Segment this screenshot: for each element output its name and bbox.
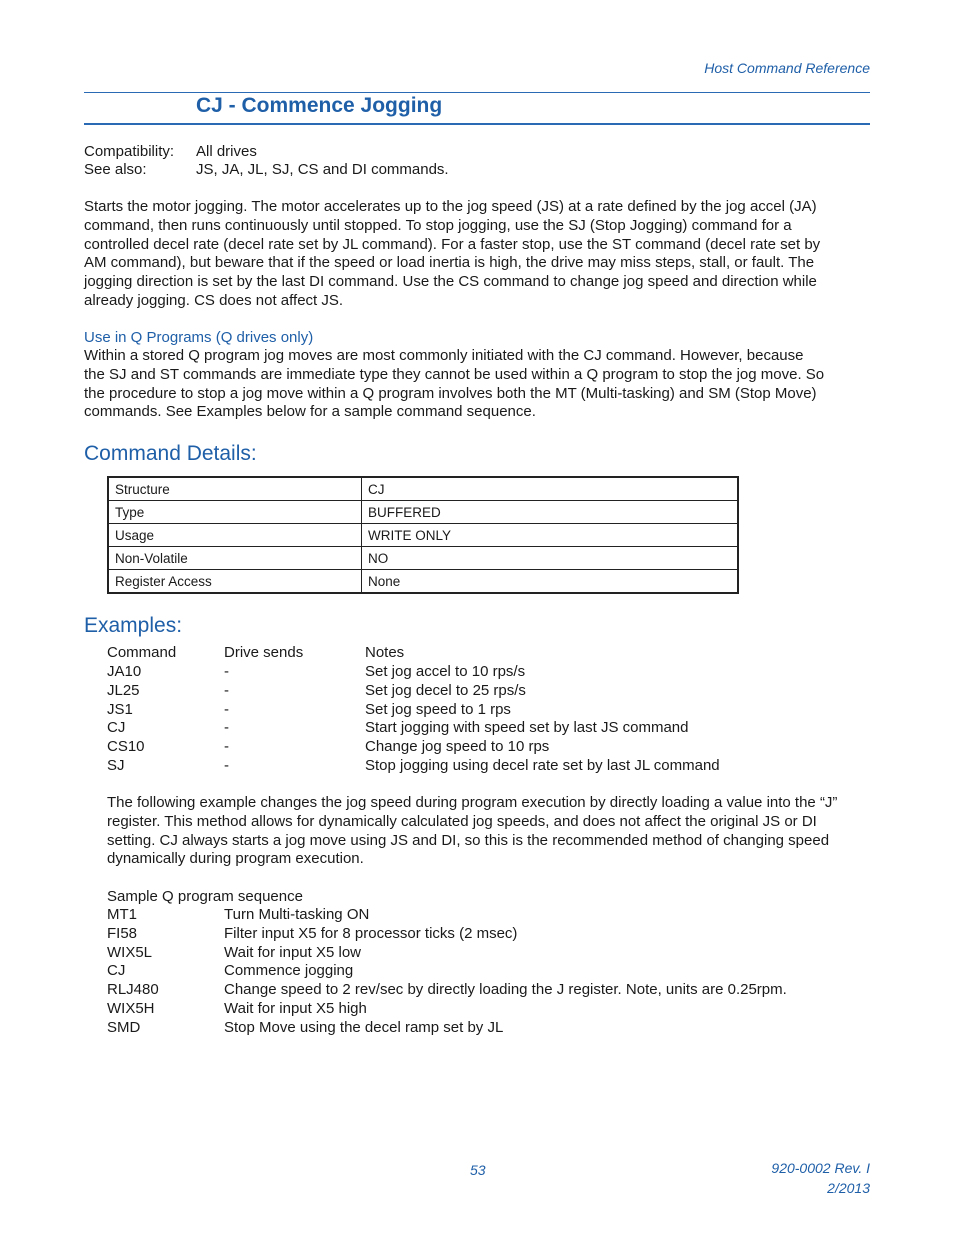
text-line: the SJ and ST commands are immediate type they cannot be used within a Q program to stop the jog move. So [84, 365, 825, 383]
compatibility-block [84, 143, 449, 179]
example-command: JA10 [107, 663, 142, 680]
examples-column-header: Command [107, 644, 177, 661]
example-note: Set jog decel to 25 rps/s [365, 682, 526, 699]
table-row: Type BUFFERED [108, 501, 738, 524]
sample-command: SMD [107, 1019, 141, 1036]
sample-description: Change speed to 2 rev/sec by directly loading the J register. Note, units are 0.25rpm. [224, 981, 787, 998]
example-command: CJ [107, 719, 126, 736]
examples-column-header: Notes [365, 644, 405, 661]
example-note: Change jog speed to 10 rps [365, 738, 550, 755]
doc-number: 920-0002 Rev. I [771, 1160, 870, 1176]
text-line: jogging direction is set by the last DI command. Use the CS command to change jog speed and direction while [84, 273, 817, 291]
q-programs-heading: Use in Q Programs (Q drives only) [84, 329, 314, 346]
example-response: - [224, 663, 229, 680]
examples-column-header: Drive sends [224, 644, 304, 661]
title-rule-top [84, 92, 870, 93]
text-line: commands. See Examples below for a sample command sequence. [84, 403, 536, 421]
example-response: - [224, 738, 229, 755]
intro-paragraph [84, 198, 870, 311]
sample-heading: Sample Q program sequence [107, 888, 303, 905]
example-response: - [224, 682, 229, 699]
example-note: Stop jogging using decel rate set by last JL command [365, 757, 720, 774]
text-line: dynamically during program execution. [107, 850, 364, 868]
title-rule-bottom [84, 123, 870, 125]
text-line: The following example changes the jog speed during program execution by directly loading a value into the “J” [107, 794, 838, 811]
text-line: Within a stored Q program jog moves are most commonly initiated with the CJ command. However, because [84, 347, 804, 364]
page-number: 53 [470, 1162, 486, 1178]
example-note: Set jog speed to 1 rps [365, 701, 511, 718]
sample-command: WIX5H [107, 1000, 155, 1017]
text-line: setting. CJ always starts a jog move using JS and DI, so this is the recommended method of changing speed [107, 831, 830, 849]
sample-description: Wait for input X5 low [224, 944, 361, 961]
text-line: already jogging. CS does not affect JS. [84, 291, 344, 309]
examples-note-paragraph [107, 794, 870, 869]
sample-command: WIX5L [107, 944, 153, 961]
examples-heading: Examples: [84, 614, 183, 637]
q-programs-paragraph [84, 347, 870, 422]
example-note: Start jogging with speed set by last JS command [365, 719, 689, 736]
example-command: SJ [107, 757, 125, 774]
sample-command: RLJ480 [107, 981, 159, 998]
example-response: - [224, 757, 229, 774]
sample-command: MT1 [107, 906, 137, 923]
example-response: - [224, 701, 229, 718]
sample-description: Turn Multi-tasking ON [224, 906, 370, 923]
running-header: Host Command Reference [704, 60, 870, 76]
sample-description: Commence jogging [224, 962, 354, 979]
example-response: - [224, 719, 229, 736]
sample-description: Stop Move using the decel ramp set by JL [224, 1019, 504, 1036]
table-row: Register Access None [108, 570, 738, 594]
document-revision [771, 1158, 870, 1198]
page-title: CJ - Commence Jogging [196, 94, 443, 117]
sample-command: FI58 [107, 925, 138, 942]
text-line: Starts the motor jogging. The motor accelerates up to the jog speed (JS) at a rate defined by the jog accel (JA) [84, 198, 817, 215]
text-line: controlled decel rate (decel rate set by JL command). For a faster stop, use the ST command (decel rate set by [84, 235, 821, 253]
sample-description: Wait for input X5 high [224, 1000, 367, 1017]
text-line: register. This method allows for dynamically calculated jog speeds, and does not affect the original JS or DI [107, 812, 817, 830]
table-row: Non-Volatile NO [108, 547, 738, 570]
doc-date: 2/2013 [827, 1180, 870, 1196]
table-row: Usage WRITE ONLY [108, 524, 738, 547]
sample-command: CJ [107, 962, 126, 979]
example-command: JS1 [107, 701, 133, 718]
sample-description: Filter input X5 for 8 processor ticks (2 msec) [224, 925, 518, 942]
text-line: AM command), but beware that if the speed or load inertia is high, the drive may miss steps, stall, or fault. The [84, 254, 815, 272]
command-details-heading: Command Details: [84, 442, 257, 465]
text-line: command, then runs continuously until stopped. To stop jogging, use the SJ (Stop Jogging) command for a [84, 216, 792, 234]
text-line: the procedure to stop a jog move within a Q program involves both the MT (Multi-tasking) and SM (Stop Move) [84, 384, 817, 402]
example-command: JL25 [107, 682, 140, 699]
table-row: Structure CJ [108, 477, 738, 501]
meta-row: See also: JS, JA, JL, SJ, CS and DI commands. [84, 161, 449, 178]
meta-row: Compatibility: All drives [84, 143, 257, 160]
example-note: Set jog accel to 10 rps/s [365, 663, 526, 680]
command-details-table [107, 476, 739, 594]
example-command: CS10 [107, 738, 145, 755]
